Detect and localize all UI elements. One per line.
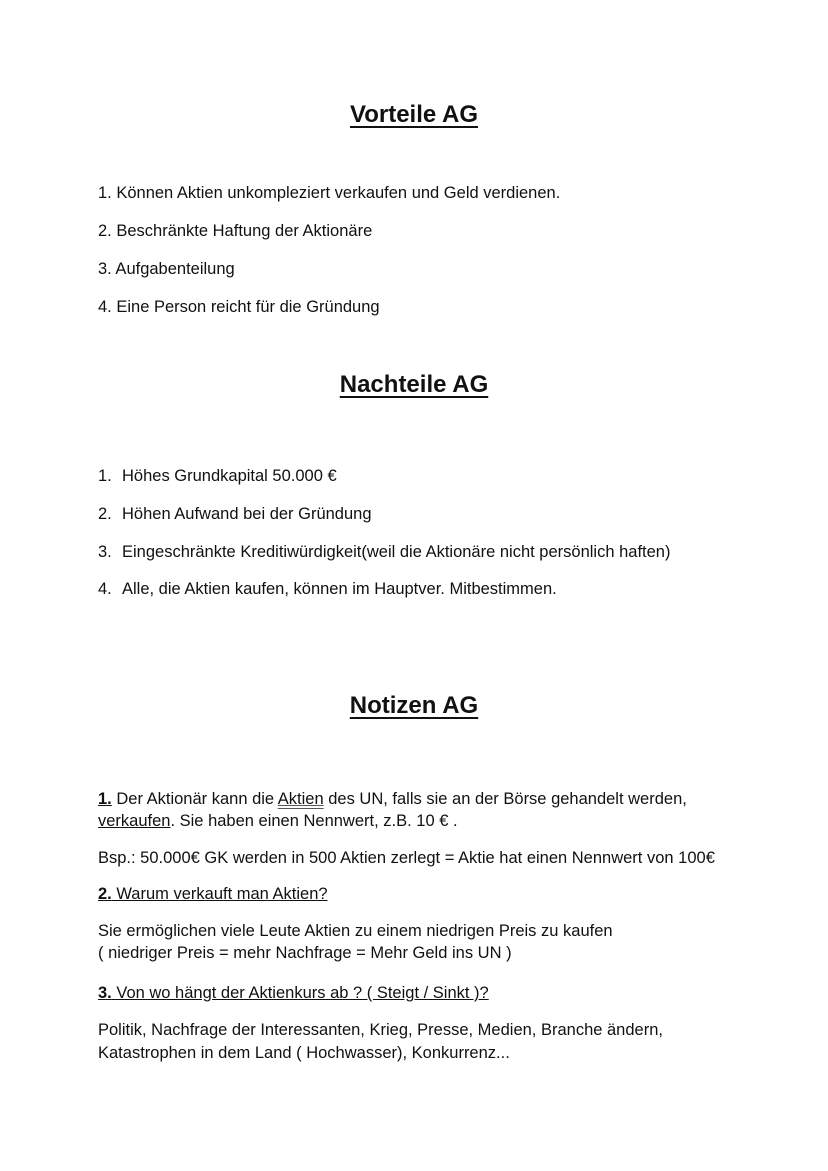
nachteile-item: 1. Höhes Grundkapital 50.000 € <box>98 467 337 485</box>
vorteile-item: 4. Eine Person reicht für die Gründung <box>98 298 380 316</box>
nachteile-item: 4. Alle, die Aktien kaufen, können im Hauptver. Mitbestimmen. <box>98 580 557 598</box>
vorteile-item: 3. Aufgabenteilung <box>98 260 235 278</box>
note-2-answer-line-1: Sie ermöglichen viele Leute Aktien zu einem niedrigen Preis zu kaufen <box>98 922 613 940</box>
note-2-question: 2. Warum verkauft man Aktien? <box>98 885 328 903</box>
note-1-line-1: 1. Der Aktionär kann die Aktien des UN, falls sie an der Börse gehandelt werden, <box>98 790 687 808</box>
note-2-answer-line-2: ( niedriger Preis = mehr Nachfrage = Mehr Geld ins UN ) <box>98 944 512 962</box>
note-3-answer-line-1: Politik, Nachfrage der Interessanten, Krieg, Presse, Medien, Branche ändern, <box>98 1021 663 1039</box>
note-3-number: 3. <box>98 984 112 1002</box>
nachteile-item: 3. Eingeschränkte Kreditiwürdigkeit(weil die Aktionäre nicht persönlich haften) <box>98 543 671 561</box>
note-1-number: 1. <box>98 790 112 808</box>
example-line: Bsp.: 50.000€ GK werden in 500 Aktien zerlegt = Aktie hat einen Nennwert von 100€ <box>98 849 715 867</box>
aktien-word: Aktien <box>277 790 324 808</box>
notizen-heading: Notizen AG <box>349 692 479 719</box>
vorteile-item: 2. Beschränkte Haftung der Aktionäre <box>98 222 373 240</box>
verkaufen-word: verkaufen <box>98 812 171 830</box>
note-2-number: 2. <box>98 885 112 903</box>
note-3-answer-line-2: Katastrophen in dem Land ( Hochwasser), Konkurrenz... <box>98 1044 510 1062</box>
vorteile-heading: Vorteile AG <box>349 101 479 128</box>
nachteile-heading: Nachteile AG <box>339 371 489 398</box>
note-3-question: 3. Von wo hängt der Aktienkurs ab ? ( Steigt / Sinkt )? <box>98 984 489 1002</box>
vorteile-item: 1. Können Aktien unkompleziert verkaufen und Geld verdienen. <box>98 184 561 202</box>
note-1-line-2: verkaufen. Sie haben einen Nennwert, z.B. 10 € . <box>98 812 458 830</box>
nachteile-item: 2. Höhen Aufwand bei der Gründung <box>98 505 372 523</box>
